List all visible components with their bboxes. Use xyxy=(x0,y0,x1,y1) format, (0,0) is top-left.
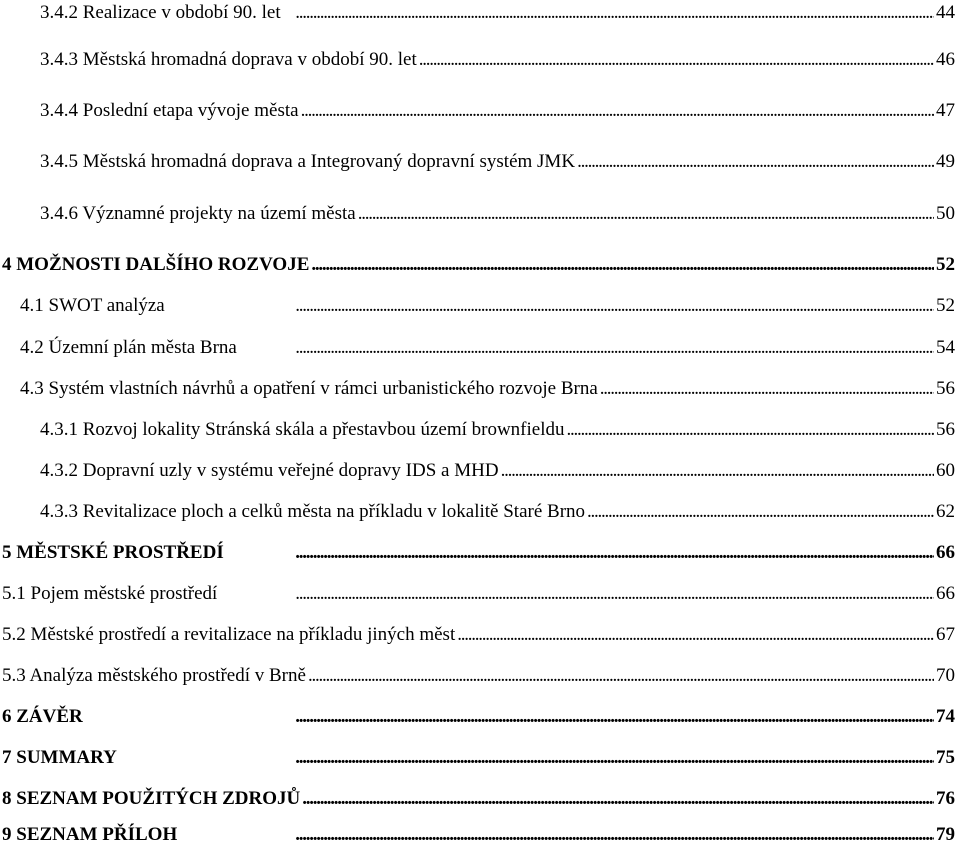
toc-entry-title: 3.4.3 Městská hromadná doprava v období 90. let xyxy=(40,49,417,70)
toc-entry-page: 47 xyxy=(936,100,955,121)
toc-entry-page: 67 xyxy=(936,624,955,645)
toc-entry-page: 56 xyxy=(936,378,955,399)
toc-leader-dots xyxy=(419,48,934,72)
toc-entry-page: 52 xyxy=(936,254,955,275)
toc-entry-page: 46 xyxy=(936,49,955,70)
toc-leader-dots xyxy=(501,459,934,483)
toc-entry-page: 50 xyxy=(936,203,955,224)
toc-leader-dots xyxy=(358,202,934,226)
toc-leader-dots xyxy=(308,664,934,688)
toc-leader-dots xyxy=(577,150,934,174)
toc-entry-title: 5.1 Pojem městské prostředí xyxy=(2,583,218,604)
toc-leader-dots xyxy=(311,253,934,277)
toc-entry[interactable] xyxy=(40,202,955,226)
toc-entry[interactable] xyxy=(20,336,955,360)
toc-entry-page: 70 xyxy=(936,665,955,686)
toc-entry-title: 9 SEZNAM PŘÍLOH xyxy=(2,824,178,845)
toc-entry[interactable] xyxy=(40,150,955,174)
toc-entry-title: 4.2 Územní plán města Brna xyxy=(20,337,237,358)
toc-leader-dots xyxy=(457,623,934,647)
toc-entry[interactable] xyxy=(40,99,955,123)
toc-leader-dots xyxy=(226,541,934,565)
toc-entry[interactable] xyxy=(20,294,955,318)
toc-leader-dots xyxy=(167,294,934,318)
toc-entry-chapter[interactable] xyxy=(2,823,955,847)
toc-entry-title: 4.3.2 Dopravní uzly v systému veřejné dopravy IDS a MHD xyxy=(40,460,499,481)
toc-entry[interactable] xyxy=(40,418,955,442)
toc-entry-page: 56 xyxy=(936,419,955,440)
toc-entry-title: 8 SEZNAM POUŽITÝCH ZDROJŮ xyxy=(2,788,301,809)
toc-entry-page: 66 xyxy=(936,583,955,604)
toc-leader-dots xyxy=(302,787,934,811)
toc-entry-chapter[interactable] xyxy=(2,253,955,277)
toc-leader-dots xyxy=(85,705,934,729)
toc-entry-title: 3.4.5 Městská hromadná doprava a Integrovaný dopravní systém JMK xyxy=(40,151,576,172)
toc-entry-title: 6 ZÁVĚR xyxy=(2,706,83,727)
toc-entry-title: 4.1 SWOT analýza xyxy=(20,295,165,316)
toc-leader-dots xyxy=(283,1,934,25)
toc-entry-page: 79 xyxy=(936,824,955,845)
toc-leader-dots xyxy=(600,377,934,401)
toc-entry[interactable] xyxy=(2,582,955,606)
toc-entry-page: 49 xyxy=(936,151,955,172)
toc-entry-title: 3.4.4 Poslední etapa vývoje města xyxy=(40,100,299,121)
toc-entry-chapter[interactable] xyxy=(2,746,955,770)
toc-entry[interactable] xyxy=(40,48,955,72)
toc-entry-page: 76 xyxy=(936,788,955,809)
toc-entry-title: 3.4.2 Realizace v období 90. let xyxy=(40,2,281,23)
toc-leader-dots xyxy=(239,336,934,360)
toc-leader-dots xyxy=(587,500,934,524)
toc-entry-title: 4.3 Systém vlastních návrhů a opatření v rámci urbanistického rozvoje Brna xyxy=(20,378,598,399)
toc-entry-title: 7 SUMMARY xyxy=(2,747,117,768)
toc-entry-title: 3.4.6 Významné projekty na území města xyxy=(40,203,356,224)
toc-entry-chapter[interactable] xyxy=(2,705,955,729)
toc-entry-page: 54 xyxy=(936,337,955,358)
toc-leader-dots xyxy=(219,582,934,606)
toc-entry-title: 4 MOŽNOSTI DALŠÍHO ROZVOJE xyxy=(2,254,310,275)
toc-entry-page: 66 xyxy=(936,542,955,563)
toc-entry-title: 5.2 Městské prostředí a revitalizace na příkladu jiných měst xyxy=(2,624,456,645)
toc-entry[interactable] xyxy=(40,1,955,25)
toc-leader-dots xyxy=(567,418,935,442)
toc-entry-page: 74 xyxy=(936,706,955,727)
toc-entry[interactable] xyxy=(40,500,955,524)
toc-entry-title: 5.3 Analýza městského prostředí v Brně xyxy=(2,665,306,686)
toc-entry-title: 4.3.1 Rozvoj lokality Stránská skála a přestavbou území brownfieldu xyxy=(40,419,565,440)
toc-entry-page: 52 xyxy=(936,295,955,316)
toc-entry-page: 60 xyxy=(936,460,955,481)
toc-entry-page: 62 xyxy=(936,501,955,522)
toc-entry[interactable] xyxy=(40,459,955,483)
toc-entry[interactable] xyxy=(2,664,955,688)
toc-entry-page: 75 xyxy=(936,747,955,768)
toc-entry-chapter[interactable] xyxy=(2,787,955,811)
toc-entry-title: 5 MĚSTSKÉ PROSTŘEDÍ xyxy=(2,542,224,563)
toc-entry-page: 44 xyxy=(936,2,955,23)
toc-entry-title: 4.3.3 Revitalizace ploch a celků města na příkladu v lokalitě Staré Brno xyxy=(40,501,586,522)
toc-leader-dots xyxy=(179,823,934,847)
toc-leader-dots xyxy=(301,99,934,123)
toc-entry-chapter[interactable] xyxy=(2,541,955,565)
toc-leader-dots xyxy=(119,746,934,770)
toc-entry[interactable] xyxy=(2,623,955,647)
toc-entry[interactable] xyxy=(20,377,955,401)
